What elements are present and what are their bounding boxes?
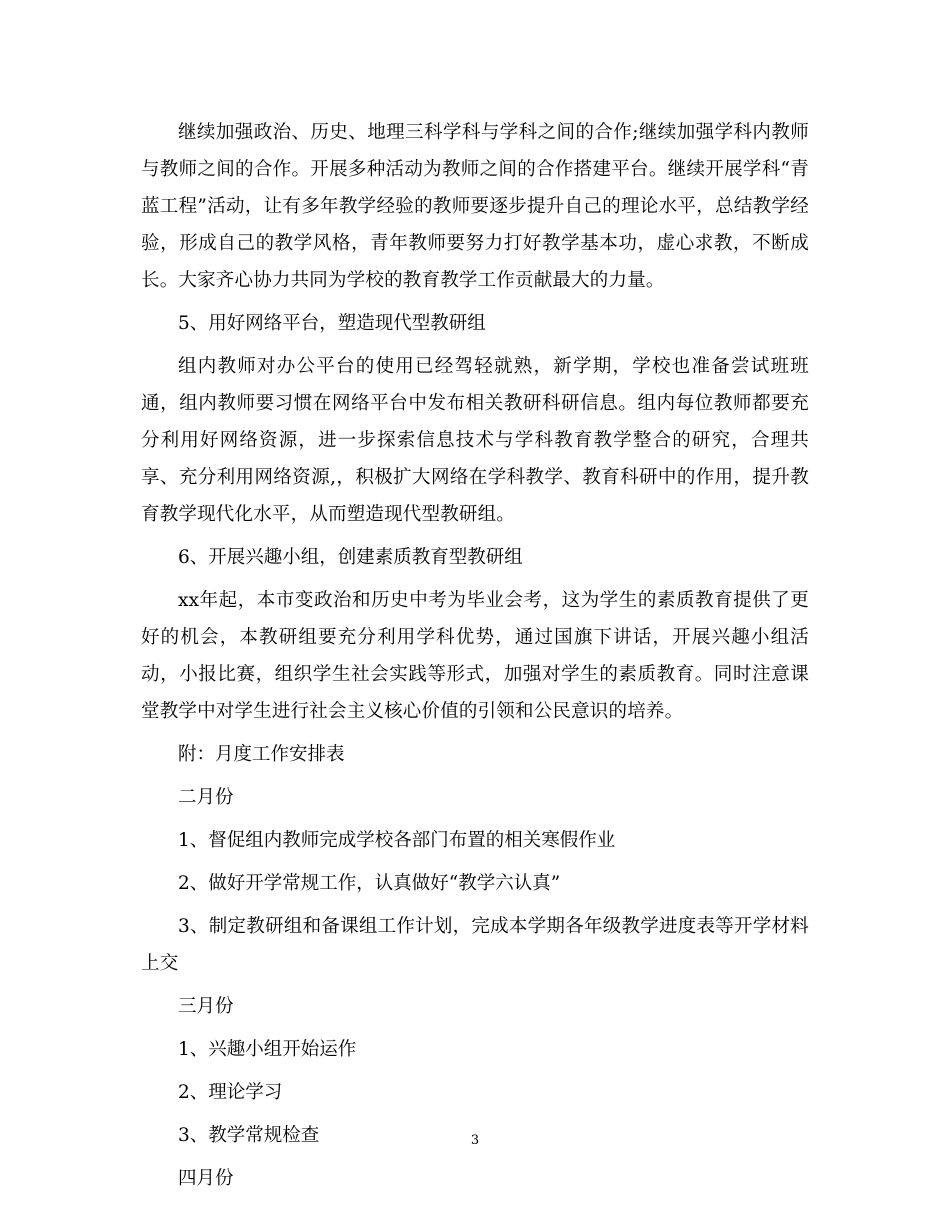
page-number: 3 xyxy=(470,1133,480,1148)
appendix-title: 附：月度工作安排表 xyxy=(178,744,345,765)
heading-network-platform: 5、用好网络平台，塑造现代型教研组 xyxy=(178,313,486,334)
february-item-2: 2、做好开学常规工作，认真做好“教学六认真” xyxy=(178,873,561,894)
document-body xyxy=(141,114,809,1197)
march-item-3: 3、教学常规检查 xyxy=(178,1125,320,1146)
heading-interest-groups: 6、开展兴趣小组，创建素质教育型教研组 xyxy=(178,547,523,568)
paragraph-cooperation: 继续加强政治、历史、地理三科学科与学科之间的合作;继续加强学科内教师与教师之间的合作。开展多种活动为教师之间的合作搭建平台。继续开展学科“青蓝工程”活动，让有多年教学经验的教师要逐步提升自己的理论水平，总结教学经验，形成自己的教学风格，青年教师要努力打好教学基本功，虚心求教，不断成长。大家齐心协力共同为学校的教育教学工作贡献最大的力量。 xyxy=(141,122,809,291)
month-april: 四月份 xyxy=(178,1168,234,1189)
february-item-3: 3、制定教研组和备课组工作计划，完成本学期各年级教学进度表等开学材料上交 xyxy=(141,916,809,974)
march-item-2: 2、理论学习 xyxy=(178,1082,283,1103)
paragraph-network-platform: 组内教师对办公平台的使用已经驾轻就熟，新学期，学校也准备尝试班班通，组内教师要习惯在网络平台中发布相关教研科研信息。组内每位教师都要充分利用好网络资源，进一步探索信息技术与学科教育教学整合的研究，合理共享、充分利用网络资源,，积极扩大网络在学科教学、教育科研中的作用，提升教育教学现代化水平，从而塑造现代型教研组。 xyxy=(141,356,809,525)
paragraph-interest-groups: xx年起，本市变政治和历史中考为毕业会考，这为学生的素质教育提供了更好的机会，本教研组要充分利用学科优势，通过国旗下讲话，开展兴趣小组活动，小报比赛，组织学生社会实践等形式，加强对学生的素质教育。同时注意课堂教学中对学生进行社会主义核心价值的引领和公民意识的培养。 xyxy=(141,590,809,722)
march-item-1: 1、兴趣小组开始运作 xyxy=(178,1039,357,1060)
february-item-1: 1、督促组内教师完成学校各部门布置的相关寒假作业 xyxy=(178,830,616,851)
month-march: 三月份 xyxy=(178,996,234,1017)
month-february: 二月份 xyxy=(178,787,234,808)
